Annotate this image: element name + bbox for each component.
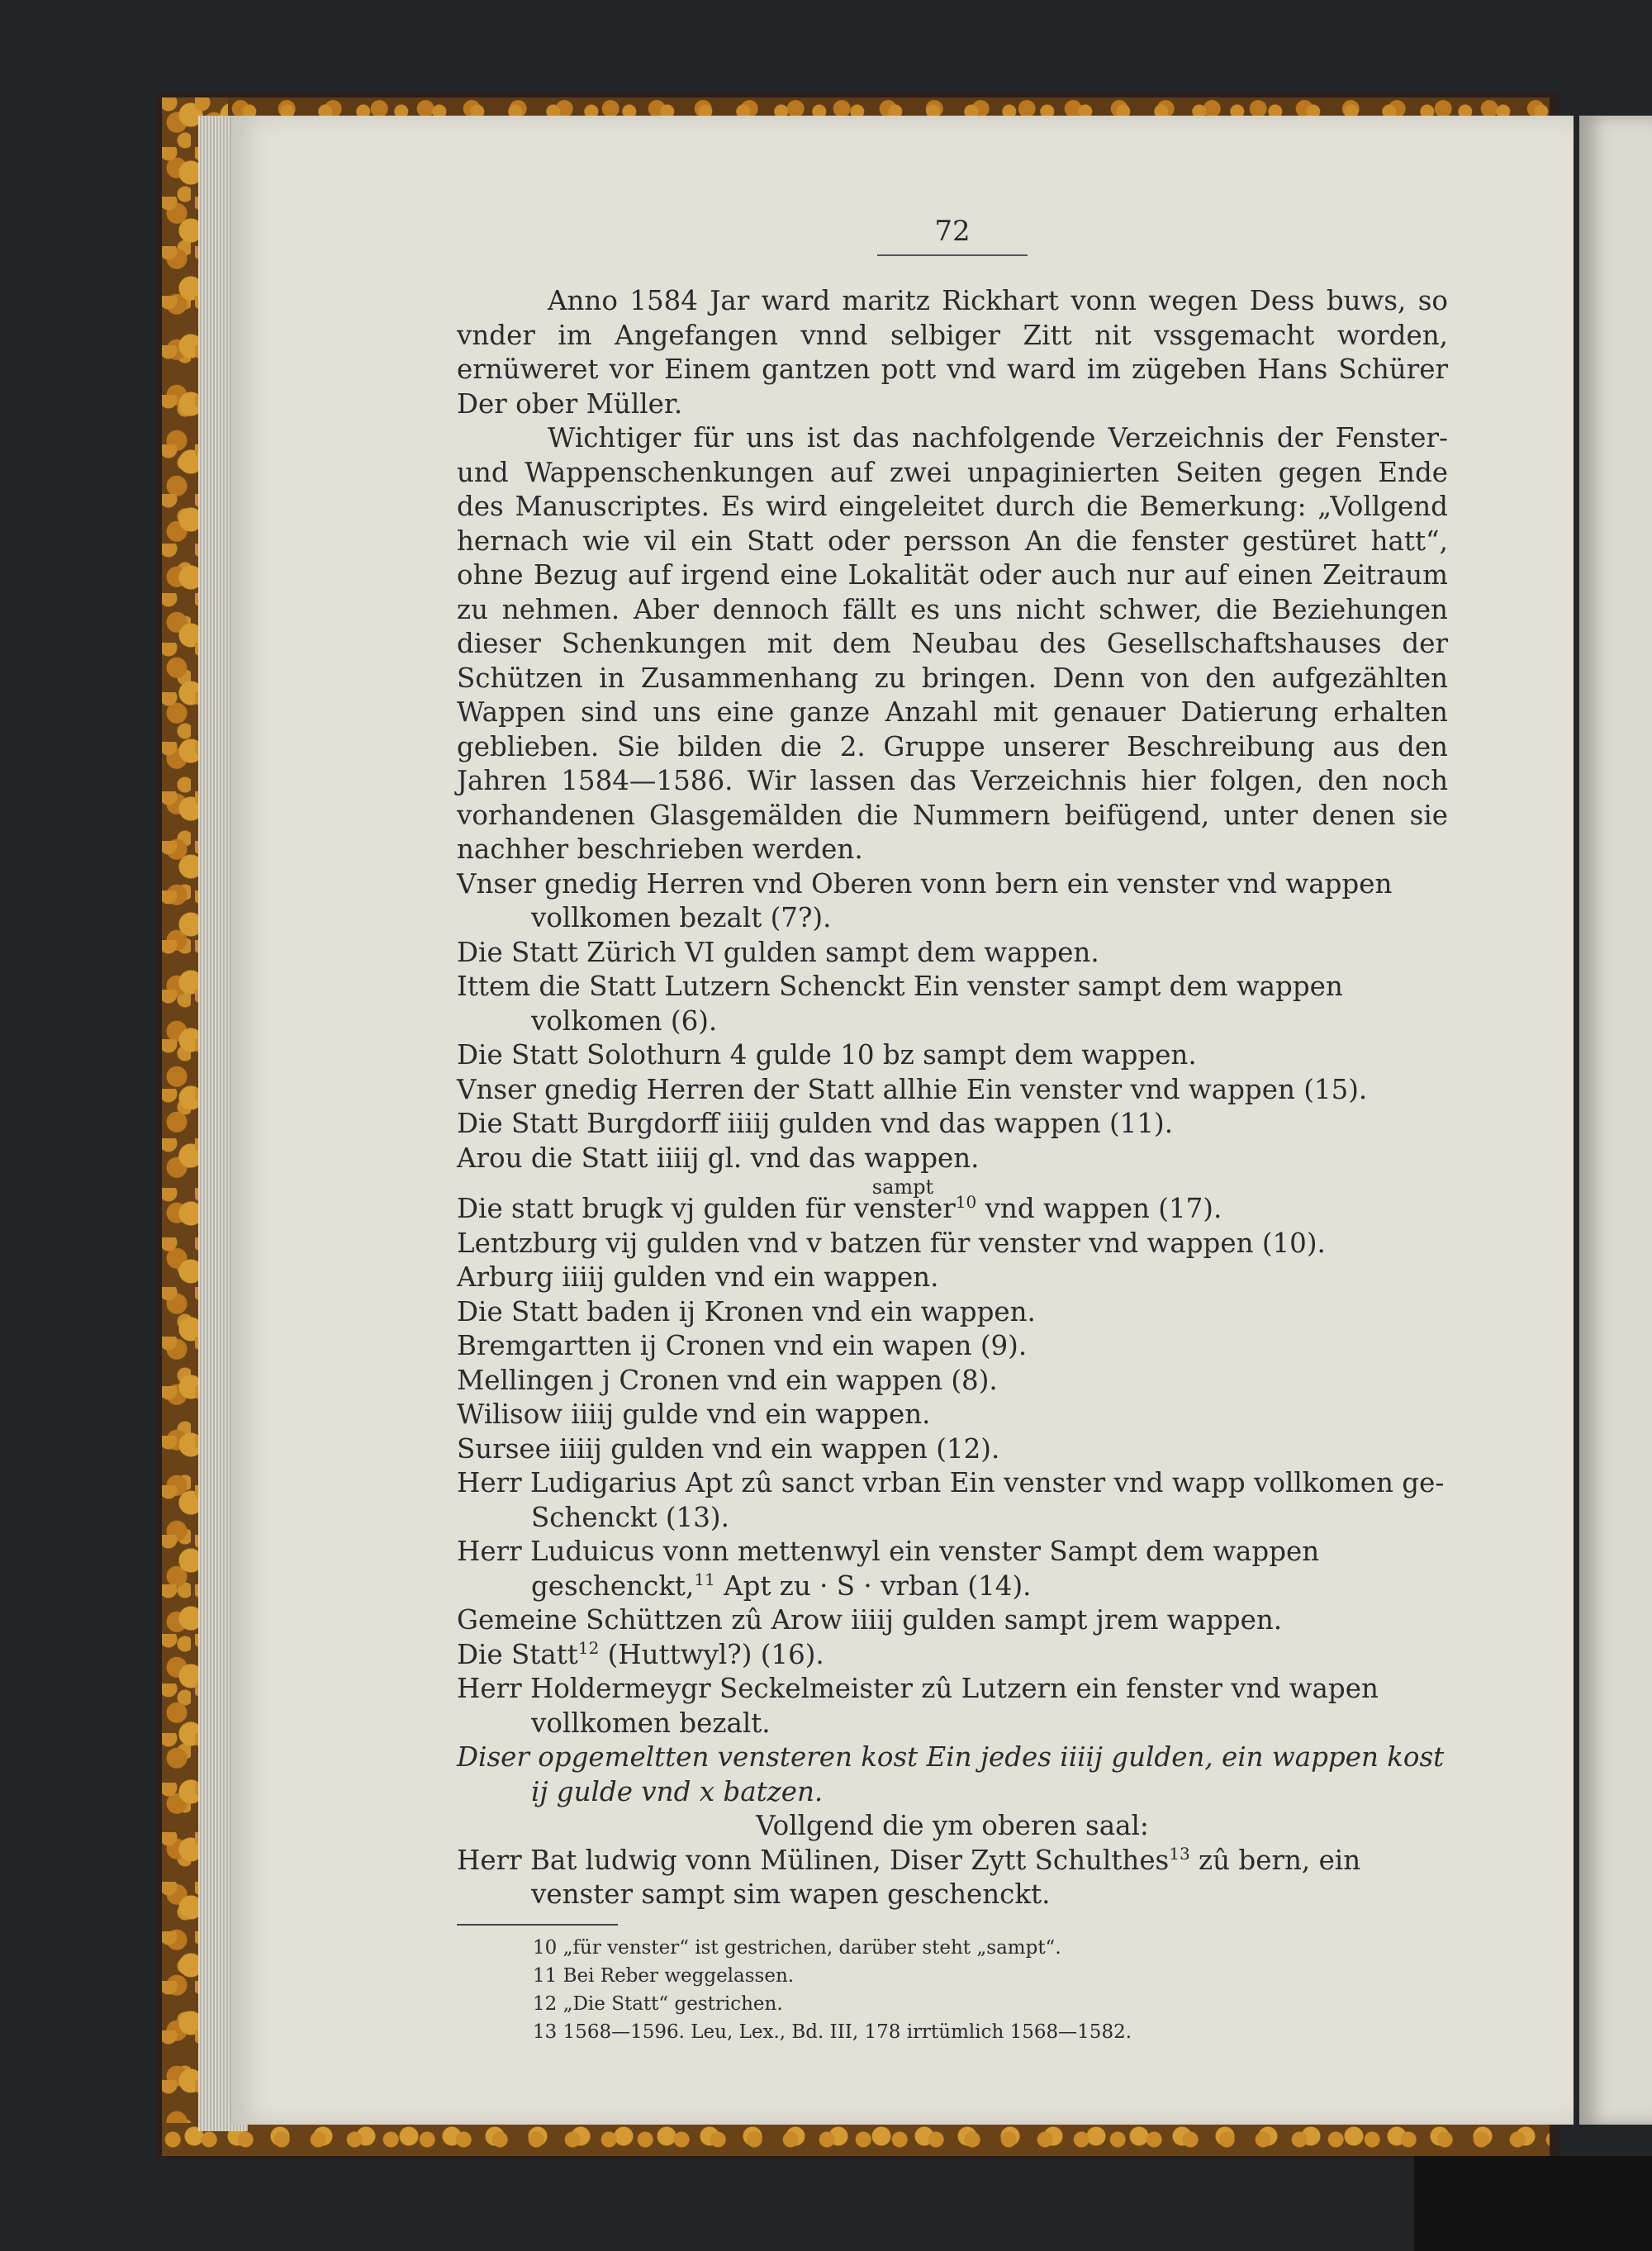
facing-page-edge [1579,116,1652,2125]
list-item: Ittem die Statt Lutzern Schenckt Ein venster sampt dem wappen volkomen (6). [457,971,1343,1037]
footnote-ref-12: 12 [577,1637,600,1658]
list-item: Herr Holdermeygr Seckelmeister zû Lutzern ein fenster vnd wapen vollkomen bezalt. [457,1673,1379,1739]
footnote-rule [457,1924,618,1926]
footnote: 11 Bei Reber weggelassen. [533,1964,795,1987]
footnotes [457,1934,1448,2046]
list-item: Die Statt Burgdorff iiiij gulden vnd das wappen (11). [457,1108,1174,1139]
footnote: 13 1568—1596. Leu, Lex., Bd. III, 178 irrtümlich 1568—1582. [533,2021,1132,2043]
bat-text: Herr Bat ludwig vonn Mülinen, Diser Zytt Schulthes [457,1844,1170,1876]
list-item: Bremgartten ij Cronen vnd ein wapen (9). [457,1330,1028,1361]
luduicus-text-after: Apt zu · S · vrban (14). [714,1570,1032,1602]
marbled-edge-bottom [162,2123,1550,2156]
background-corner [1414,2156,1652,2251]
list-item: Mellingen j Cronen vnd ein wappen (8). [457,1364,998,1396]
bat-text-after: zû bern, ein venster sampt sim wapen geschenckt. [531,1844,1361,1910]
list-item: Sursee iiiij gulden vnd ein wappen (12). [457,1432,1000,1465]
list-item: Lentzburg vij gulden vnd v batzen für venster vnd wappen (10). [457,1227,1326,1259]
page-text [457,213,1448,2046]
list-item: Die Statt Solothurn 4 gulde 10 bz sampt dem wappen. [457,1039,1197,1071]
page-number-rule [877,254,1028,256]
statt-text: Die Statt [457,1638,578,1670]
footnote: 12 „Die Statt“ gestrichen. [533,1992,783,2015]
list-item: Wilisow iiiij gulde vnd ein wappen. [457,1399,931,1430]
list-item: Arou die Statt iiiij gl. vnd das wappen. [457,1142,980,1174]
list-item: Vnser gnedig Herren vnd Oberen vonn bern ein venster vnd wappen vollkomen bezalt (7?). [457,867,1393,933]
section-heading: Vollgend die ym oberen saal: [756,1810,1149,1841]
list-item: Vnser gnedig Herren der Statt allhie Ein venster vnd wappen (15). [457,1073,1368,1105]
list-item: Die Statt Zürich VI gulden sampt dem wappen. [457,936,1099,968]
italic-note: Diser opgemeltten vensteren kost Ein jedes iiiij gulden, ein wappen kost ij gulde vnd x batzen. [457,1741,1445,1807]
brugk-text-after: vnd wappen (17). [976,1193,1222,1224]
luduicus-text: Herr Luduicus vonn mettenwyl ein venster Sampt dem wappen geschenckt, [457,1536,1320,1602]
footnote: 10 „für venster“ ist gestrichen, darüber steht „sampt“. [533,1936,1061,1959]
list-item: Arburg iiiij gulden vnd ein wappen. [457,1261,939,1293]
list-item-bat [457,1844,1448,1912]
list-item-brugk [457,1192,1448,1227]
page-number: 72 [934,215,971,248]
footnote-ref-11: 11 [694,1569,715,1589]
list-item: Herr Ludigarius Apt zû sanct vrban Ein venster vnd wapp vollkomen ge-Schenckt (13). [457,1467,1445,1533]
interlinear-note-text: sampt [871,1175,934,1199]
list-item-luduicus [457,1535,1448,1603]
footnote-ref-10: 10 [955,1192,977,1213]
statt-text-after: (Huttwyl?) (16). [599,1638,824,1670]
footnote-ref-13: 13 [1169,1843,1190,1864]
brugk-text: Die statt brugk vj gulden für venster [457,1193,956,1224]
list-item: Gemeine Schüttzen zû Arow iiiij gulden sampt jrem wappen. [457,1604,1283,1636]
intro-paragraph-1: Anno 1584 Jar ward maritz Rickhart vonn wegen Dess buws, so vnder im Angefangen vnnd selbiger Zitt nit vssgemacht worden, ernüweret vor Einem gantzen pott vnd ward im zügeben Hans Schürer Der ober Müller. [457,285,1448,420]
list-item-statt [457,1638,1448,1673]
intro-paragraph-2: Wichtiger für uns ist das nachfolgende Verzeichnis der Fenster- und Wappenschenkungen auf zwei unpaginierten Seiten gegen Ende des Manuscriptes. Es wird eingeleitet durch die Bemerkung: „Vollgend hernach wie vil ein Statt oder persson An die fenster gestüret hatt“, ohne Bezug auf irgend eine Lokalität oder auch nur auf einen Zeitraum zu nehmen. Aber dennoch fällt es uns nicht schwer, die Beziehungen dieser Schenkungen mit dem Neubau des Gesellschaftshauses der Schützen in Zusammenhang zu bringen. Denn von den aufgezählten Wappen sind uns eine ganze Anzahl mit genauer Datierung erhalten geblieben. Sie bilden die 2. Gruppe unserer Beschreibung aus den Jahren 1584—1586. Wir lassen das Verzeichnis hier folgen, den noch vorhandenen Glasgemälden die Nummern beifügend, unter denen sie nachher beschrieben werden. [457,422,1448,865]
list-item: Die Statt baden ij Kronen vnd ein wappen. [457,1295,1036,1327]
